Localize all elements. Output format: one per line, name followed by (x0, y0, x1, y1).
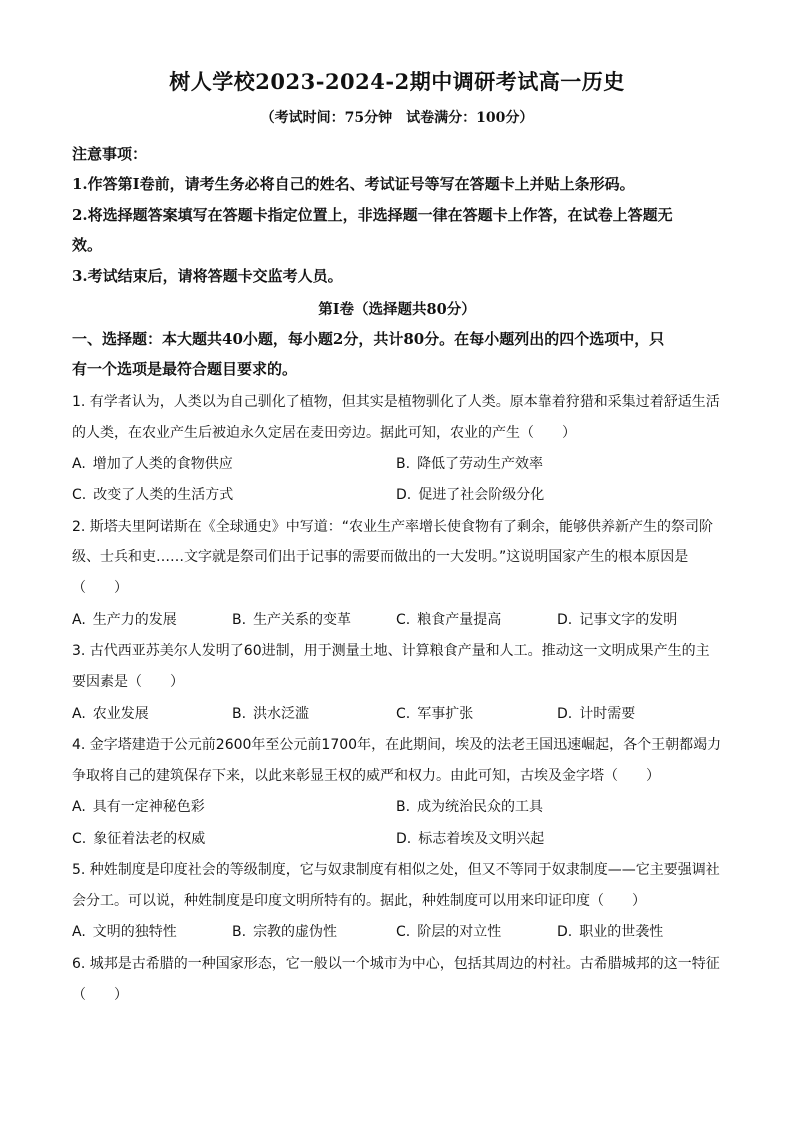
page-title: 树人学校2023-2024-2期中调研考试高一历史 (169, 69, 625, 94)
question-5-option-b[interactable]: B. 宗教的虚伪性 (232, 924, 338, 940)
question-3-option-c[interactable]: C. 军事扩张 (396, 706, 474, 722)
notice-item: 2.将选择题答案填写在答题卡指定位置上，非选择题一律在答题卡上作答，在试卷上答题无 (72, 206, 673, 224)
question-1-option-d[interactable]: D. 促进了社会阶级分化 (396, 487, 545, 503)
exam-info: （考试时间：75分钟 试卷满分：100分） (260, 110, 534, 126)
question-4-option-d[interactable]: D. 标志着埃及文明兴起 (396, 831, 545, 847)
question-2-option-b[interactable]: B. 生产关系的变革 (232, 612, 352, 628)
question-1-text: 的人类，在农业产生后被迫永久定居在麦田旁边。据此可知，农业的产生（ ） (72, 425, 576, 441)
question-6-text: 6. 城邦是古希腊的一种国家形态，它一般以一个城市为中心，包括其周边的村社。古希腊城邦的这一特征 (72, 956, 720, 972)
notice-heading: 注意事项： (72, 145, 148, 163)
question-3-option-d[interactable]: D. 计时需要 (557, 706, 636, 722)
question-3-option-a[interactable]: A. 农业发展 (72, 706, 149, 722)
question-5-option-a[interactable]: A. 文明的独特性 (72, 924, 177, 940)
question-4-text: 4. 金字塔建造于公元前2600年至公元前1700年，在此期间，埃及的法老王国迅速崛起，各个王朝都竭力 (72, 737, 722, 753)
question-4-text: 争取将自己的建筑保存下来，以此来彰显王权的威严和权力。由此可知，古埃及金字塔（ ） (72, 768, 660, 784)
question-5-text: 5. 种姓制度是印度社会的等级制度，它与奴隶制度有相似之处，但又不等同于奴隶制度——它主要强调社 (72, 862, 720, 878)
question-2-option-c[interactable]: C. 粮食产量提高 (396, 612, 502, 628)
question-4-option-a[interactable]: A. 具有一定神秘色彩 (72, 799, 205, 815)
notice-item: 3.考试结束后，请将答题卡交监考人员。 (72, 267, 343, 285)
section-instruction: 一、选择题：本大题共40小题，每小题2分，共计80分。在每小题列出的四个选项中，只 (72, 330, 665, 348)
question-3-option-b[interactable]: B. 洪水泛滥 (232, 706, 310, 722)
question-5-option-c[interactable]: C. 阶层的对立性 (396, 924, 502, 940)
section-instruction: 有一个选项是最符合题目要求的。 (72, 360, 298, 378)
notice-item: 1.作答第Ⅰ卷前，请考生务必将自己的姓名、考试证号等写在答题卡上并贴上条形码。 (72, 175, 635, 193)
section-title: 第Ⅰ卷（选择题共80分） (318, 301, 476, 318)
question-2-option-a[interactable]: A. 生产力的发展 (72, 612, 177, 628)
question-5-option-d[interactable]: D. 职业的世袭性 (557, 924, 664, 940)
question-3-text: 3. 古代西亚苏美尔人发明了60进制，用于测量土地、计算粮食产量和人工。推动这一文明成果产生的主 (72, 643, 710, 659)
question-1-option-b[interactable]: B. 降低了劳动生产效率 (396, 456, 544, 472)
question-4-option-b[interactable]: B. 成为统治民众的工具 (396, 799, 544, 815)
question-2-text: 级、士兵和吏……文字就是祭司们出于记事的需要而做出的一大发明。”这说明国家产生的根本原因是 (72, 549, 689, 565)
question-1-option-c[interactable]: C. 改变了人类的生活方式 (72, 487, 234, 503)
question-1-option-a[interactable]: A. 增加了人类的食物供应 (72, 456, 233, 472)
question-1-text: 1. 有学者认为，人类以为自己驯化了植物，但其实是植物驯化了人类。原本靠着狩猎和采集过着舒适生活 (72, 394, 720, 410)
question-3-text: 要因素是（ ） (72, 674, 184, 690)
question-5-text: 会分工。可以说，种姓制度是印度文明所特有的。据此，种姓制度可以用来印证印度（ ） (72, 893, 646, 909)
notice-item: 效。 (72, 236, 103, 254)
question-4-option-c[interactable]: C. 象征着法老的权威 (72, 831, 206, 847)
question-2-option-d[interactable]: D. 记事文字的发明 (557, 612, 678, 628)
question-2-text: 2. 斯塔夫里阿诺斯在《全球通史》中写道：“农业生产率增长使食物有了剩余，能够供养新产生的祭司阶 (72, 519, 714, 535)
question-6-text: （ ） (72, 987, 128, 1003)
question-2-text: （ ） (72, 580, 128, 596)
